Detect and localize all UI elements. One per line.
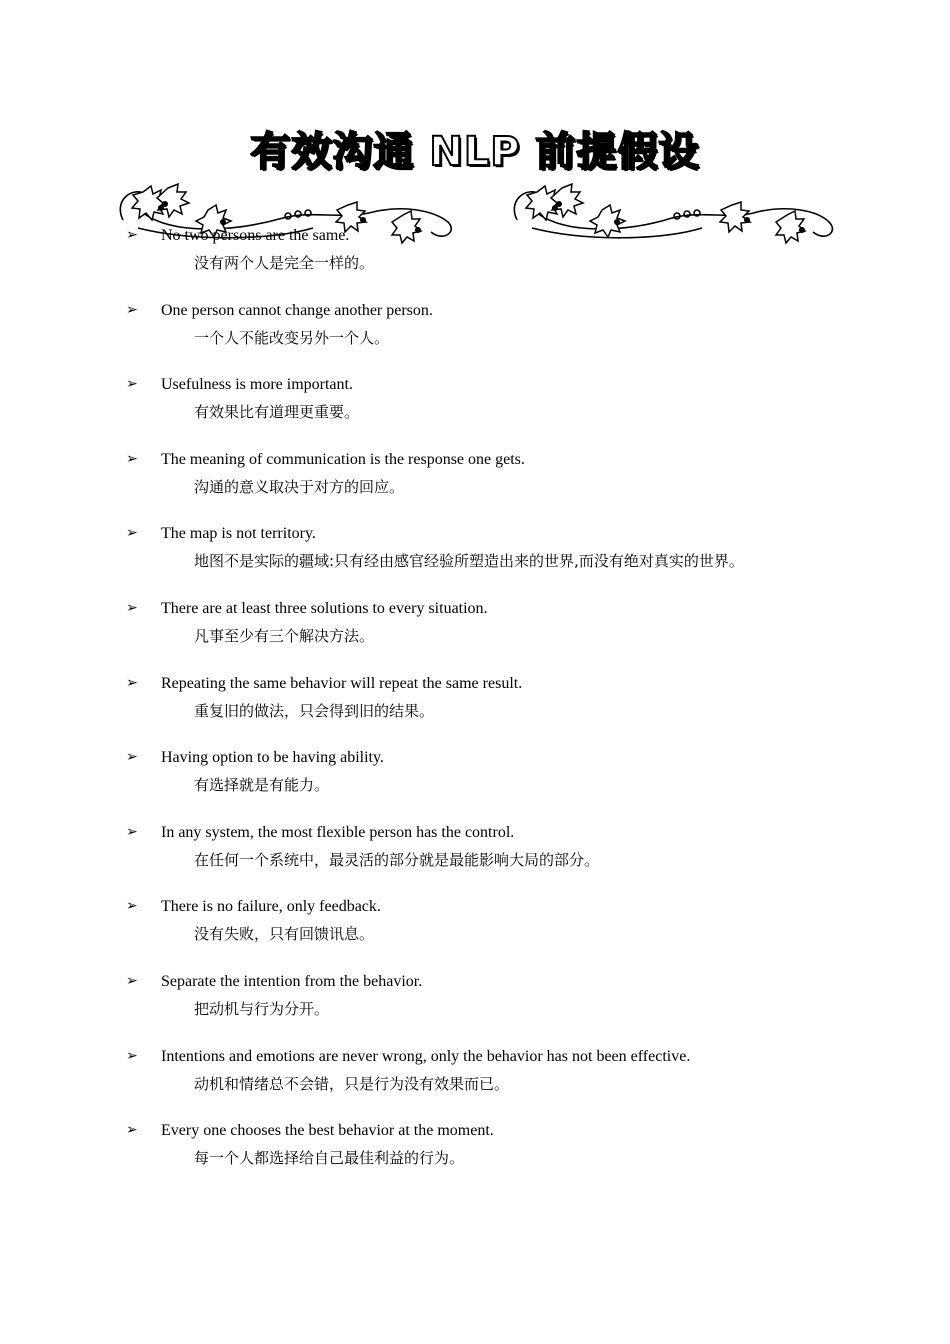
- english-statement: There is no failure, only feedback.: [161, 898, 381, 916]
- arrow-bullet-icon: ➢: [126, 1122, 138, 1139]
- chinese-translation: 凡事至少有三个解决方法。: [194, 626, 375, 645]
- chinese-translation: 没有失败，只有回馈讯息。: [194, 925, 375, 944]
- chinese-translation: 地图不是实际的疆域:只有经由感官经验所塑造出来的世界,而没有绝对真实的世界。: [194, 552, 744, 571]
- chinese-translation: 动机和情绪总不会错，只是行为没有效果而已。: [194, 1074, 510, 1093]
- list-item: [0, 1046, 950, 1121]
- english-statement: Repeating the same behavior will repeat the same result.: [161, 674, 523, 692]
- arrow-bullet-icon: ➢: [126, 376, 138, 393]
- presupposition-list: [0, 225, 950, 1195]
- arrow-bullet-icon: ➢: [126, 823, 138, 840]
- arrow-bullet-icon: ➢: [126, 525, 138, 542]
- arrow-bullet-icon: ➢: [126, 972, 138, 989]
- chinese-translation: 重复旧的做法，只会得到旧的结果。: [194, 701, 435, 720]
- list-item: [0, 449, 950, 524]
- english-statement: Usefulness is more important.: [161, 376, 353, 394]
- chinese-translation: 每一个人都选择给自己最佳利益的行为。: [194, 1149, 465, 1168]
- chinese-translation: 没有两个人是完全一样的。: [194, 254, 375, 272]
- list-item: [0, 225, 950, 300]
- chinese-translation: 在任何一个系统中，最灵活的部分就是最能影响大局的部分。: [194, 850, 600, 869]
- list-item: [0, 747, 950, 822]
- list-item: [0, 300, 950, 375]
- arrow-bullet-icon: ➢: [126, 674, 138, 691]
- chinese-translation: 沟通的意义取决于对方的回应。: [194, 477, 405, 496]
- list-item: [0, 673, 950, 748]
- arrow-bullet-icon: ➢: [126, 227, 138, 243]
- arrow-bullet-icon: ➢: [126, 450, 138, 467]
- english-statement: One person cannot change another person.: [161, 301, 433, 319]
- list-item: [0, 896, 950, 971]
- chinese-translation: 一个人不能改变另外一个人。: [194, 328, 390, 347]
- list-item: [0, 971, 950, 1046]
- english-statement: Every one chooses the best behavior at the moment.: [161, 1122, 494, 1140]
- list-item: [0, 822, 950, 897]
- chinese-translation: 有选择就是有能力。: [194, 776, 330, 795]
- list-item: [0, 598, 950, 673]
- english-statement: There are at least three solutions to every situation.: [161, 599, 488, 617]
- page-title: 有效沟通 NLP 前提假设: [250, 129, 700, 175]
- list-item: [0, 523, 950, 598]
- english-statement: Separate the intention from the behavior.: [161, 972, 423, 990]
- english-statement: The map is not territory.: [161, 525, 316, 543]
- list-item: [0, 1120, 950, 1195]
- arrow-bullet-icon: ➢: [126, 749, 138, 766]
- english-statement: In any system, the most flexible person has the control.: [161, 823, 515, 841]
- english-statement: Intentions and emotions are never wrong, only the behavior has not been effective.: [161, 1047, 691, 1065]
- arrow-bullet-icon: ➢: [126, 1047, 138, 1064]
- english-statement: Having option to be having ability.: [161, 749, 384, 767]
- chinese-translation: 有效果比有道理更重要。: [194, 403, 360, 422]
- arrow-bullet-icon: ➢: [126, 898, 138, 915]
- arrow-bullet-icon: ➢: [126, 301, 138, 318]
- chinese-translation: 把动机与行为分开。: [194, 999, 330, 1018]
- english-statement: The meaning of communication is the response one gets.: [161, 450, 525, 468]
- arrow-bullet-icon: ➢: [126, 599, 138, 616]
- english-statement: No two persons are the same.: [161, 227, 350, 244]
- list-item: [0, 374, 950, 449]
